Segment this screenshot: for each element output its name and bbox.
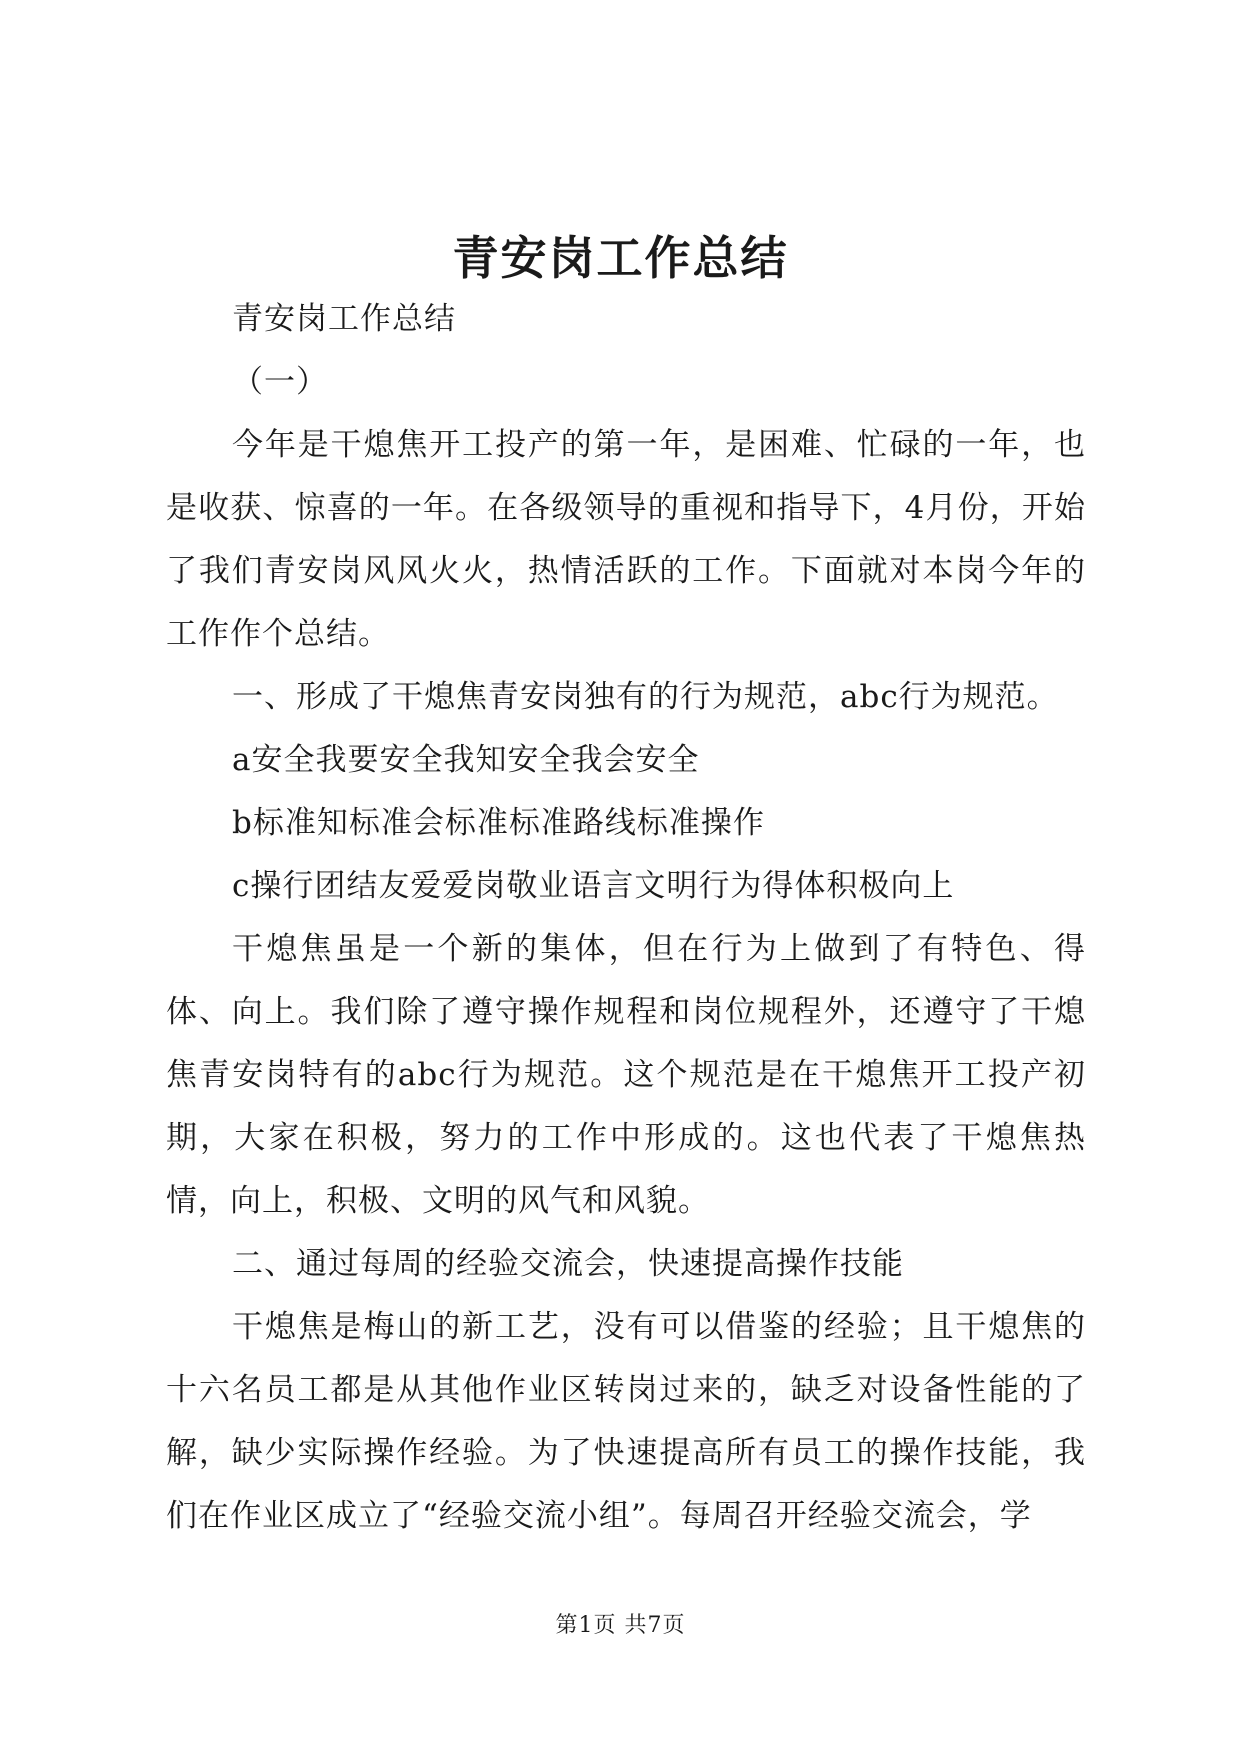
paragraph-conduct: 干熄焦虽是一个新的集体，但在行为上做到了有特色、得体、向上。我们除了遵守操作规程和岗位规程外，还遵守了干熄焦青安岗特有的abc行为规范。这个规范是在干熄焦开工投产初期，大家在积极，努力的工作中形成的。这也代表了干熄焦热情，向上，积极、文明的风气和风貌。 xyxy=(166,931,1086,1219)
page-number-footer: 第1页 共7页 xyxy=(555,1613,686,1638)
paragraph-subtitle: 青安岗工作总结 xyxy=(232,301,456,337)
paragraph-heading-one: 一、形成了干熄焦青安岗独有的行为规范，abc行为规范。 xyxy=(232,679,1059,715)
paragraph-section-number: （一） xyxy=(232,364,328,400)
document-title: 青安岗工作总结 xyxy=(452,231,789,285)
paragraph-heading-two: 二、通过每周的经验交流会，快速提高操作技能 xyxy=(232,1246,904,1282)
paragraph-item-b: b标准知标准会标准标准路线标准操作 xyxy=(232,805,765,841)
paragraph-item-a: a安全我要安全我知安全我会安全 xyxy=(232,742,700,778)
paragraph-item-c: c操行团结友爱爱岗敬业语言文明行为得体积极向上 xyxy=(232,868,955,904)
paragraph-intro: 今年是干熄焦开工投产的第一年，是困难、忙碌的一年，也是收获、惊喜的一年。在各级领导的重视和指导下，4月份，开始了我们青安岗风风火火，热情活跃的工作。下面就对本岗今年的工作作个总结。 xyxy=(166,427,1086,652)
document-body xyxy=(166,288,1086,1548)
paragraph-experience: 干熄焦是梅山的新工艺，没有可以借鉴的经验；且干熄焦的十六名员工都是从其他作业区转岗过来的，缺乏对设备性能的了解，缺少实际操作经验。为了快速提高所有员工的操作技能，我们在作业区成立了“经验交流小组”。每周召开经验交流会，学 xyxy=(166,1309,1086,1534)
